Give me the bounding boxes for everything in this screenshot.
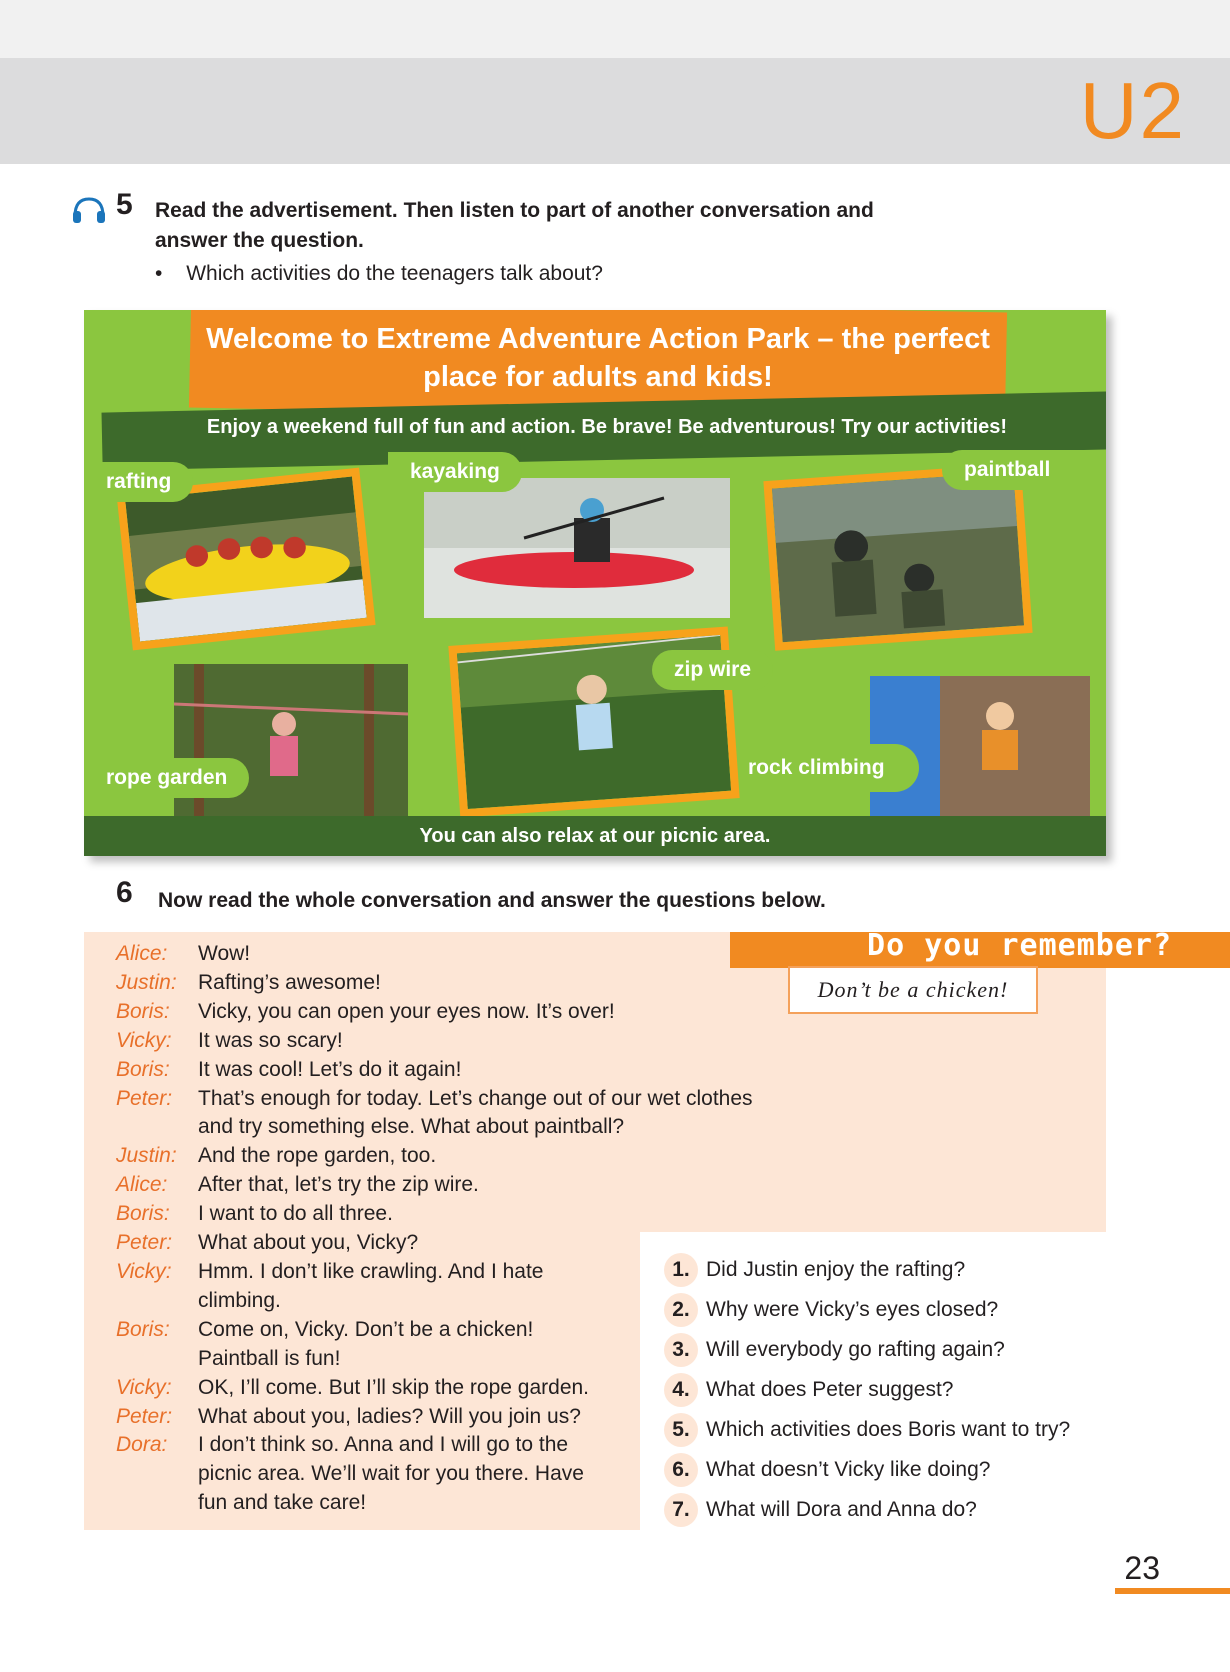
line-text: Rafting’s awesome! xyxy=(198,970,381,994)
label-zip-wire: zip wire xyxy=(652,650,773,690)
question-number: 6. xyxy=(664,1453,698,1487)
dialogue-line xyxy=(116,998,758,1027)
question-number: 2. xyxy=(664,1293,698,1327)
speaker: Boris: xyxy=(116,1057,170,1081)
line-text: What about you, Vicky? xyxy=(198,1231,419,1255)
label-rock-climbing: rock climbing xyxy=(748,744,919,792)
page-number-underline xyxy=(1115,1588,1230,1594)
dialogue-line xyxy=(116,1258,758,1316)
label-rafting: rafting xyxy=(84,462,193,502)
remember-phrase: Don’t be a chicken! xyxy=(788,966,1038,1014)
advert-footer: You can also relax at our picnic area. xyxy=(419,825,771,847)
question-item xyxy=(664,1490,1070,1530)
paintball-photo xyxy=(763,463,1032,651)
headphones-icon xyxy=(72,196,106,224)
speaker: Boris: xyxy=(116,1317,170,1341)
dialogue-line xyxy=(116,969,758,998)
line-text: OK, I’ll come. But I’ll skip the rope garden. xyxy=(198,1375,590,1399)
kayaking-photo xyxy=(424,478,730,618)
speaker: Alice: xyxy=(116,942,168,965)
unit-header-bar xyxy=(0,58,1230,164)
line-text: It was so scary! xyxy=(198,1028,343,1052)
question-number: 4. xyxy=(664,1373,698,1407)
question-text: What does Peter suggest? xyxy=(706,1378,954,1401)
line-text: After that, let’s try the zip wire. xyxy=(198,1173,479,1197)
advert-title: Welcome to Extreme Adventure Action Park – the perfect place for adults and kids! xyxy=(206,323,990,393)
question-number: 3. xyxy=(664,1333,698,1367)
question-item xyxy=(664,1450,1070,1490)
advert-subtitle: Enjoy a weekend full of fun and action. Be brave! Be adventurous! Try our activities! xyxy=(206,416,1008,438)
dialogue-line xyxy=(116,1403,758,1432)
question-text: Which activities does Boris want to try? xyxy=(706,1418,1071,1441)
line-text: That’s enough for today. Let’s change out of our wet clothes and try something else. What about paintball? xyxy=(198,1086,753,1139)
dialogue-line xyxy=(116,1200,758,1229)
line-text: What about you, ladies? Will you join us? xyxy=(198,1404,581,1428)
question-item xyxy=(664,1250,1070,1290)
dialogue-line xyxy=(116,1142,758,1171)
question-item xyxy=(664,1330,1070,1370)
speaker: Justin: xyxy=(116,970,177,994)
question-number: 1. xyxy=(664,1253,698,1287)
dialogue-line xyxy=(116,940,758,969)
line-text: It was cool! Let’s do it again! xyxy=(198,1057,462,1081)
line-text: I don’t think so. Anna and I will go to the picnic area. We’ll wait for you there. Have fun and take care! xyxy=(198,1433,584,1515)
label-kayaking: kayaking xyxy=(388,452,522,492)
line-text: Wow! xyxy=(198,942,251,965)
line-text: Hmm. I don’t like crawling. And I hate climbing. xyxy=(198,1259,544,1312)
question-text: What will Dora and Anna do? xyxy=(706,1498,977,1521)
speaker: Vicky: xyxy=(116,1375,172,1399)
questions-list xyxy=(664,1250,1070,1530)
dialogue-line xyxy=(116,1027,758,1056)
speaker: Peter: xyxy=(116,1231,173,1255)
speaker: Boris: xyxy=(116,1202,170,1226)
label-rope-garden: rope garden xyxy=(84,758,249,798)
bullet-icon: • xyxy=(155,262,163,285)
dialogue-line xyxy=(116,1171,758,1200)
question-number: 5. xyxy=(664,1413,698,1447)
speaker: Boris: xyxy=(116,999,170,1023)
speaker: Justin: xyxy=(116,1144,177,1168)
question-item xyxy=(664,1290,1070,1330)
speaker: Vicky: xyxy=(116,1028,172,1052)
speaker: Alice: xyxy=(116,1173,168,1197)
advertisement xyxy=(84,310,1106,856)
dialogue-line xyxy=(116,1056,758,1085)
dialogue-line xyxy=(116,1229,758,1258)
dialogue-line xyxy=(116,1374,758,1403)
speaker: Dora: xyxy=(116,1433,168,1457)
exercise-5-bullet-row xyxy=(155,262,603,286)
label-paintball: paintball xyxy=(942,450,1090,490)
line-text: Come on, Vicky. Don’t be a chicken! Paintball is fun! xyxy=(198,1317,534,1370)
dialogue-line xyxy=(116,1316,758,1374)
dialogue-line xyxy=(116,1085,758,1143)
line-text: Vicky, you can open your eyes now. It’s over! xyxy=(198,999,615,1023)
question-item xyxy=(664,1410,1070,1450)
dialogue xyxy=(116,940,758,1518)
exercise-5-number: 5 xyxy=(116,188,133,221)
page-number: 23 xyxy=(1124,1550,1160,1586)
question-text: Why were Vicky’s eyes closed? xyxy=(706,1298,999,1321)
remember-title: Do you remember? xyxy=(867,928,1172,963)
speaker: Peter: xyxy=(116,1404,173,1428)
exercise-5-bullet: Which activities do the teenagers talk about? xyxy=(186,262,603,285)
question-text: Will everybody go rafting again? xyxy=(706,1338,1005,1361)
line-text: And the rope garden, too. xyxy=(198,1144,437,1168)
question-item xyxy=(664,1370,1070,1410)
question-text: Did Justin enjoy the rafting? xyxy=(706,1258,966,1281)
question-number: 7. xyxy=(664,1493,698,1527)
question-text: What doesn’t Vicky like doing? xyxy=(706,1458,991,1481)
dialogue-line xyxy=(116,1431,758,1518)
line-text: I want to do all three. xyxy=(198,1202,393,1226)
exercise-5-instruction: Read the advertisement. Then listen to part of another conversation and answer the question. xyxy=(155,199,874,252)
speaker: Peter: xyxy=(116,1086,173,1110)
unit-label: U2 xyxy=(1079,66,1186,155)
exercise-6-instruction: Now read the whole conversation and answer the questions below. xyxy=(158,889,826,912)
speaker: Vicky: xyxy=(116,1259,172,1283)
top-margin-bar xyxy=(0,0,1230,58)
exercise-6-number: 6 xyxy=(116,876,133,909)
